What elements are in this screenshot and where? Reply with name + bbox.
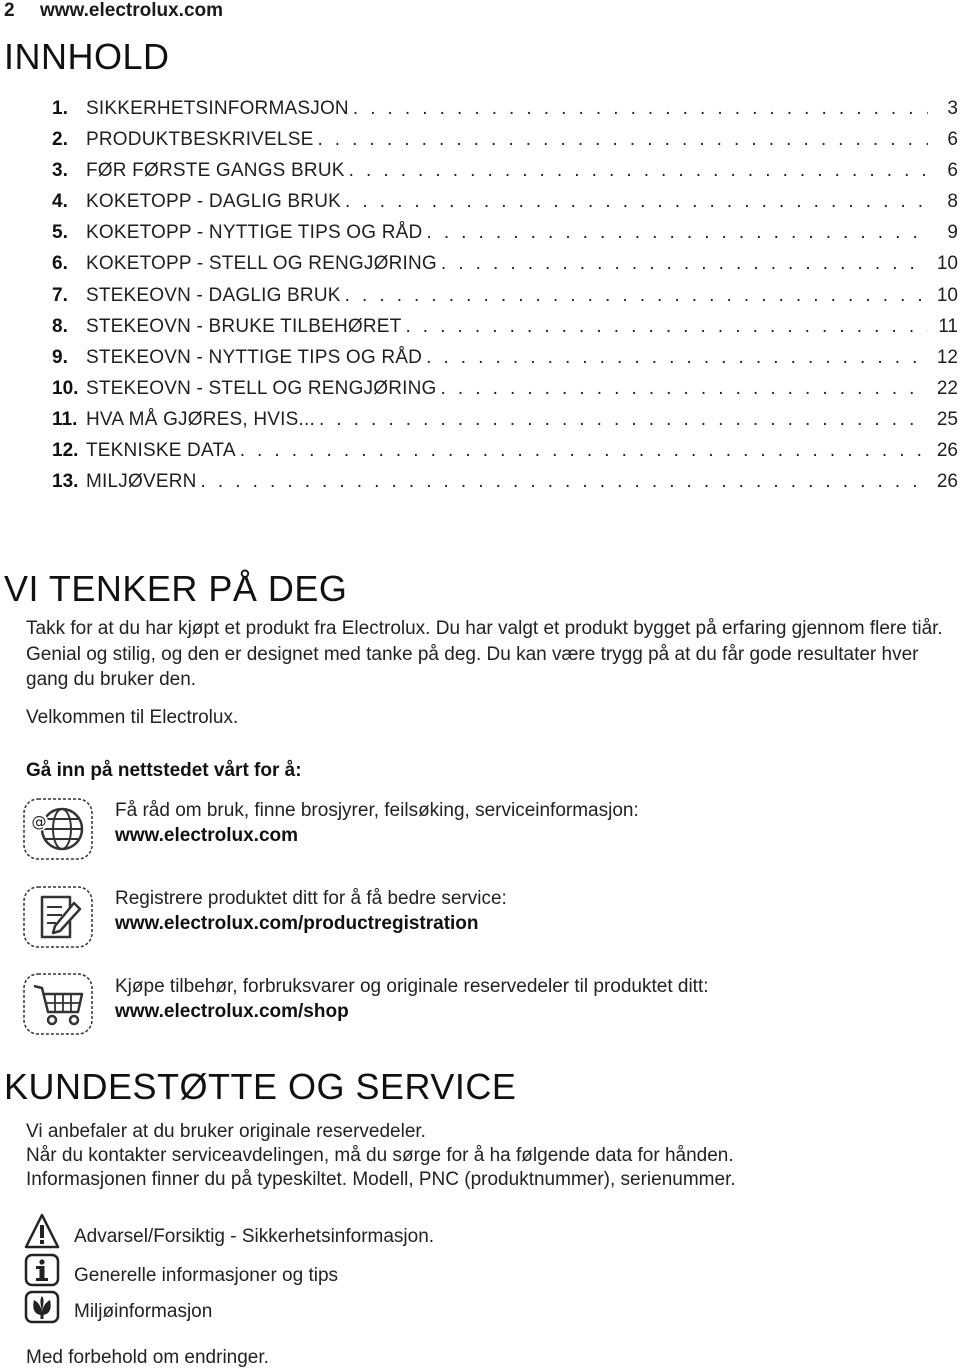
support-line-1: Vi anbefaler at du bruker originale reservedeler. (26, 1121, 426, 1142)
contents-title: INNHOLD (4, 36, 170, 77)
toc-number: 5. (52, 222, 68, 244)
link-shop-text: Kjøpe tilbehør, forbruksvarer og originale reservedeler til produktet ditt: (115, 976, 709, 997)
toc-title[interactable]: STEKEOVN - NYTTIGE TIPS OG RÅD (86, 346, 423, 368)
toc-row[interactable] (52, 191, 958, 222)
toc-number: 13. (52, 471, 79, 493)
toc-number: 8. (52, 315, 68, 337)
link-shop (115, 974, 709, 1024)
toc-page-number: 6 (947, 129, 958, 151)
intro-paragraph: Takk for at du har kjøpt et produkt fra Electrolux. Du har valgt et produkt bygget på erfaring gjennom flere tiår. Genial og stilig, og den er designet med tanke på deg. Du kan være trygg på at du får gode resultater hver gang du bruker den. (26, 618, 943, 690)
shopping-cart-icon (22, 972, 94, 1036)
toc-page-number: 8 (947, 191, 958, 213)
toc-row[interactable] (52, 316, 958, 347)
toc-page-number: 11 (938, 315, 958, 337)
toc-leader-dots (345, 160, 928, 182)
toc-number: 10. (52, 377, 79, 399)
toc-page-number: 12 (936, 346, 958, 368)
info-icon (24, 1253, 60, 1292)
toc-page-number: 22 (936, 377, 958, 399)
toc-row[interactable] (52, 347, 958, 378)
link-advice-text: Få råd om bruk, finne brosjyrer, feilsøking, serviceinformasjon: (115, 800, 639, 821)
symbol-info (24, 1253, 339, 1292)
toc-page-number: 26 (936, 471, 958, 493)
toc-leader-dots (313, 129, 928, 151)
link-register-url[interactable]: www.electrolux.com/productregistration (115, 913, 479, 934)
toc-leader-dots (422, 222, 928, 244)
toc-leader-dots (437, 378, 928, 400)
toc-title[interactable]: TEKNISKE DATA (86, 440, 236, 462)
toc-number: 6. (52, 253, 68, 275)
toc-title[interactable]: PRODUKTBESKRIVELSE (86, 129, 314, 151)
symbol-environment (24, 1290, 213, 1329)
svg-text:@: @ (31, 813, 47, 831)
toc-number: 3. (52, 160, 68, 182)
toc-title[interactable]: STEKEOVN - STELL OG RENGJØRING (86, 377, 437, 399)
toc-title[interactable]: SIKKERHETSINFORMASJON (86, 98, 349, 119)
environment-icon (24, 1290, 60, 1329)
link-register-text: Registrere produktet ditt for å få bedre service: (115, 888, 507, 909)
warning-icon (24, 1212, 60, 1255)
toc-leader-dots (349, 98, 928, 120)
support-text (26, 1120, 946, 1192)
toc-leader-dots (341, 285, 928, 307)
toc-number: 7. (52, 284, 68, 306)
register-pen-icon (22, 885, 94, 949)
toc-row[interactable] (52, 98, 958, 129)
support-line-2: Når du kontakter serviceavdelingen, må du sørge for å ha følgende data for hånden. (26, 1145, 734, 1166)
symbol-warning-label: Advarsel/Forsiktig - Sikkerhetsinformasjon. (74, 1226, 435, 1247)
symbol-warning (24, 1212, 435, 1255)
toc-number: 1. (52, 98, 68, 119)
link-advice (115, 798, 639, 848)
page-header (4, 0, 223, 22)
table-of-contents (52, 98, 958, 502)
toc-number: 4. (52, 191, 68, 213)
toc-leader-dots (341, 191, 928, 213)
toc-title[interactable]: KOKETOPP - STELL OG RENGJØRING (86, 253, 437, 275)
symbol-info-label: Generelle informasjoner og tips (74, 1265, 339, 1286)
toc-row[interactable] (52, 409, 958, 440)
toc-leader-dots (197, 471, 928, 493)
support-title: KUNDESTØTTE OG SERVICE (4, 1066, 517, 1107)
toc-title[interactable]: STEKEOVN - BRUKE TILBEHØRET (86, 315, 402, 337)
toc-row[interactable] (52, 129, 958, 160)
link-register (115, 886, 507, 936)
toc-page-number: 10 (936, 284, 958, 306)
toc-title[interactable]: FØR FØRSTE GANGS BRUK (86, 160, 345, 182)
toc-row[interactable] (52, 378, 958, 409)
toc-page-number: 9 (947, 222, 958, 244)
page-number: 2 (4, 0, 15, 21)
globe-at-icon (22, 797, 94, 861)
toc-leader-dots (422, 347, 928, 369)
toc-number: 11. (52, 408, 78, 430)
toc-title[interactable]: KOKETOPP - DAGLIG BRUK (86, 191, 341, 213)
toc-row[interactable] (52, 253, 958, 284)
toc-page-number: 6 (947, 160, 958, 182)
toc-number: 2. (52, 129, 68, 151)
thinking-title: VI TENKER PÅ DEG (4, 568, 348, 609)
toc-title[interactable]: HVA MÅ GJØRES, HVIS... (86, 408, 315, 430)
toc-leader-dots (437, 253, 928, 275)
toc-page-number: 26 (936, 440, 958, 462)
visit-heading: Gå inn på nettstedet vårt for å: (26, 760, 302, 781)
toc-page-number: 10 (936, 253, 958, 275)
toc-leader-dots (401, 316, 928, 338)
toc-row[interactable] (52, 440, 958, 471)
toc-title[interactable]: KOKETOPP - NYTTIGE TIPS OG RÅD (86, 222, 423, 244)
toc-row[interactable] (52, 285, 958, 316)
toc-row[interactable] (52, 160, 958, 191)
toc-page-number: 3 (947, 98, 958, 119)
symbol-environment-label: Miljøinformasjon (74, 1301, 213, 1322)
site-url: www.electrolux.com (40, 0, 224, 21)
toc-leader-dots (236, 440, 928, 462)
toc-title[interactable]: MILJØVERN (86, 471, 197, 493)
toc-page-number: 25 (936, 408, 958, 430)
toc-number: 9. (52, 346, 68, 368)
toc-title[interactable]: STEKEOVN - DAGLIG BRUK (86, 284, 341, 306)
toc-row[interactable] (52, 471, 958, 502)
welcome-text: Velkommen til Electrolux. (26, 707, 239, 728)
link-shop-url[interactable]: www.electrolux.com/shop (115, 1001, 349, 1022)
toc-row[interactable] (52, 222, 958, 253)
link-advice-url[interactable]: www.electrolux.com (115, 825, 299, 846)
footer-note: Med forbehold om endringer. (26, 1347, 269, 1368)
toc-leader-dots (315, 409, 928, 431)
toc-number: 12. (52, 440, 79, 462)
support-line-3: Informasjonen finner du på typeskiltet. Modell, PNC (produktnummer), serienummer. (26, 1169, 736, 1190)
